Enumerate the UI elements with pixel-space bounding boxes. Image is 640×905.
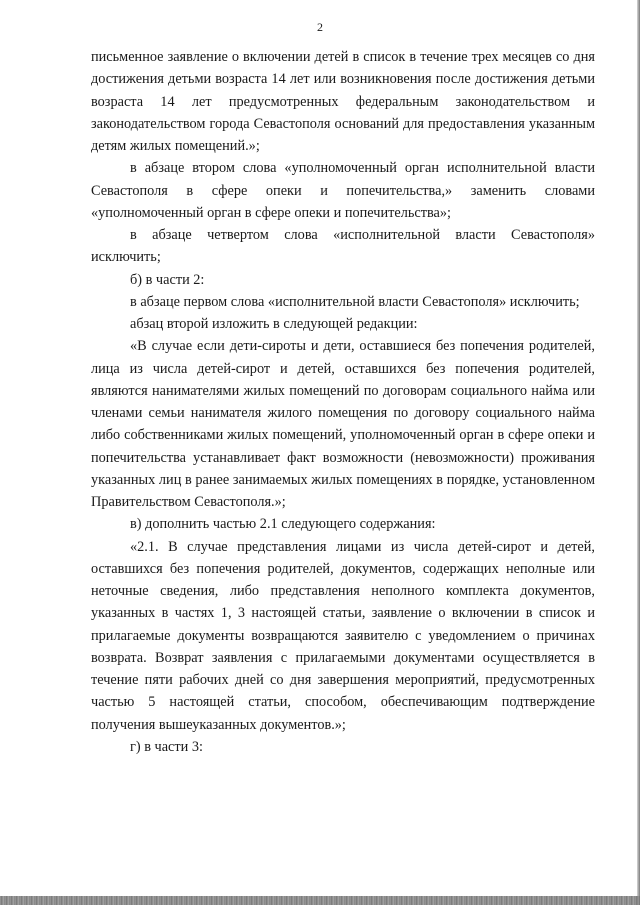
paragraph: б) в части 2: [130,271,205,288]
document-body [91,46,595,758]
paragraph: в абзаце первом слова «исполнительной власти Севастополя» исключить; [130,293,580,310]
paragraph: в абзаце втором слова «уполномоченный орган исполнительной власти Севастополя в сфере опеки и попечительства,» заменить словами «уполномоченный орган в сфере опеки и попечительства»; [91,160,595,221]
paragraph: письменное заявление о включении детей в список в течение трех месяцев со дня достижения детьми возраста 14 лет или возникновения после достижения детьми возраста 14 лет предусмотренных федеральным законодательством и законодательством города Севастополя оснований для предоставления указанным детям жилых помещений.»; [91,49,595,154]
paragraph: «2.1. В случае представления лицами из числа детей-сирот и детей, оставшихся без попечения родителей, документов, содержащих неполные или неточные сведения, либо представления неполного комплекта документов, указанных в частях 1, 3 настоящей статьи, заявление о включении в список и прилагаемые документы возвращаются заявителю с уведомлением о причинах возврата. Возврат заявления с прилагаемыми документами осуществляется в течение пяти рабочих дней со дня завершения мероприятий, предусмотренных частью 5 настоящей статьи, способом, обеспечивающим подтверждение получения вышеуказанных документов.»; [91,538,595,733]
scan-edge-bottom [0,896,640,905]
paragraph: абзац второй изложить в следующей редакции: [130,316,418,332]
paragraph: в абзаце четвертом слова «исполнительной власти Севастополя» исключить; [91,227,595,266]
page-number: 2 [317,20,323,34]
paragraph: «В случае если дети-сироты и дети, оставшиеся без попечения родителей, лица из числа детей-сирот и детей, оставшихся без попечения родителей, являются нанимателями жилых помещений по договорам социального найма или членами семьи нанимателя жилого помещения по договору социального найма либо собственниками жилых помещений, уполномоченный орган в сфере опеки и попечительства устанавливает факт возможности (невозможности) проживания указанных лиц в ранее занимаемых жилых помещениях в порядке, установленном Правительством Севастополя.»; [91,338,595,510]
paragraph: г) в части 3: [130,738,203,755]
paragraph: в) дополнить частью 2.1 следующего содержания: [130,516,436,533]
